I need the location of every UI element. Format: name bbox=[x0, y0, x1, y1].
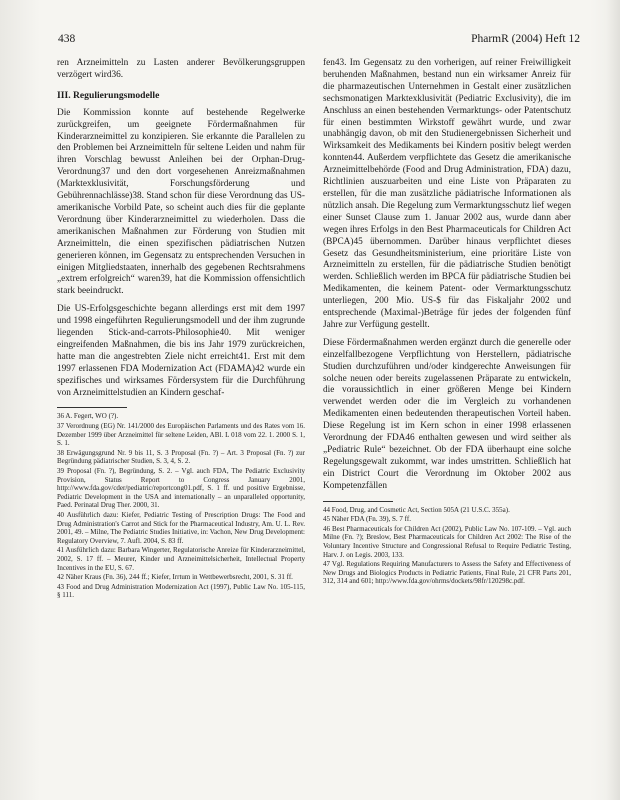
footnote: 37 Verordnung (EG) Nr. 141/2000 des Europäischen Parlaments und des Rates vom 16. Dezember 1999 über Arzneimittel für seltene Leiden, ABl. L 018 vom 22. 1. 2000 S. 1, S. 1. bbox=[57, 422, 305, 448]
footnote: 40 Ausführlich dazu: Kiefer, Pediatric Testing of Prescription Drugs: The Food and Drug Administration's Carrot and Stick for the Pharmaceutical Industry, Am. U. L. Rev. 2001, 49. – Milne, The Pediatric Studies Initiative, in: Vachon, New Drug Development: Regulatory Overview, 7. Aufl. 2004, S. 83 ff. bbox=[57, 511, 305, 545]
paragraph: Die Kommission konnte auf bestehende Regelwerke zurückgreifen, um geeignete Fördermaßnahmen für Kinderarzneimittel zu konzipieren. Sie erkannte die Parallelen zu den Problemen bei Arzneimitteln für seltene Leiden und nahm für ihren Vorschlag bewusst Anleihen bei der Orphan-Drug-Verordnung37 und den dort vorgesehenen Anreizmaßnahmen (Marktexklusivität, Forschungsförderung und Gebührennachlässe)38. Stand schon für diese Verordnung das US-amerikanische Vorbild Pate, so scheint auch dies für die geplante Verordnung über Kinderarzneimittel zu wiederholen. Dass die amerikanischen Maßnahmen zur Förderung von Studien mit Arzneimitteln, die einen spezifischen pädiatrischen Nutzen generieren können, im Gegensatz zu entsprechenden Versuchen in einigen Mitgliedstaaten, innerhalb des gegebenen Rechtsrahmens „extrem erfolgreich“ waren39, hat die Kommission offensichtlich stark beeindruckt. bbox=[57, 107, 305, 297]
right-column bbox=[323, 58, 571, 773]
paragraph: Diese Fördermaßnahmen werden ergänzt durch die generelle oder einzelfallbezogene Verpflichtung von Herstellern, pädiatrische Studien durchzuführen und/oder kindgerechte Anweisungen für solche neuen oder bereits zugelassenen Präparate zu entwickeln, die voraussichtlich in einer größeren Menge bei Kindern verwendet werden oder die im Vergleich zu vorhandenen Medikamenten einen bedeutenden therapeutischen Vorteil haben. Diese Regelung ist im Kern schon in einer 1998 erlassenen Verordnung der FDA46 enthalten gewesen und wird seither als „Pediatric Rule“ bezeichnet. Ob der FDA überhaupt eine solche Regelungsgewalt zukommt, war indes umstritten. Schließlich hat ein District Court die Verordnung im Oktober 2002 aus Kompetenzfällen bbox=[323, 337, 571, 491]
footnotes-left bbox=[57, 412, 305, 599]
paragraph: ren Arzneimitteln zu Lasten anderer Bevölkerungsgruppen verzögert wird36. bbox=[57, 58, 305, 80]
footnote: 43 Food and Drug Administration Modernization Act (1997), Public Law No. 105-115, § 111. bbox=[57, 582, 305, 600]
journal-reference: PharmR (2004) Heft 12 bbox=[471, 33, 580, 45]
footnote-divider bbox=[57, 407, 127, 408]
section-heading: III. Regulierungsmodelle bbox=[57, 89, 160, 101]
paragraph: Die US-Erfolgsgeschichte begann allerdings erst mit dem 1997 und 1998 eingeführten Regulierungsmodell und der ihm zugrunde liegenden Stick-and-carrots-Philosophie40. Mit weniger eingreifenden Maßnahmen, die bis ins Jahr 1979 zurückreichen, hatte man die angestrebten Ziele nicht erreicht41. Erst mit dem 1997 erlassenen FDA Modernization Act (FDAMA)42 wurde ein spezifisches und wirksames Fördersystem für die Durchführung von Arzneimittelstudien an Kindern geschaf- bbox=[57, 304, 305, 398]
footnote: 46 Best Pharmaceuticals for Children Act (2002), Public Law No. 107-109. – Vgl. auch Milne (Fn. ?); Breslow, Best Pharmaceuticals for Children Act 2002: The Rise of the Voluntary Incentive Structure and Congressional Refusal to Require Pediatric Testing, Harv. J. on Legis. 2003, 133. bbox=[323, 524, 571, 559]
footnote: 44 Food, Drug, and Cosmetic Act, Section 505A (21 U.S.C. 355a). bbox=[323, 505, 510, 514]
footnote: 47 Vgl. Regulations Requiring Manufacturers to Assess the Safety and Effectiveness of New Drugs and Biologics Products in Pediatric Patients, Final Rule, 21 CFR Parts 201, 312, 314 and 601; http://www.fda.gov/ohrms/dockets/98fr/120298c.pdf. bbox=[323, 560, 571, 586]
footnote: 38 Erwägungsgrund Nr. 9 bis 11, S. 3 Proposal (Fn. ?) – Art. 3 Proposal (Fn. ?) zur Begründung pädiatrischer Studien, S. 3, 4, S. 2. bbox=[57, 448, 305, 466]
footnote: 45 Näher FDA (Fn. 39), S. 7 ff. bbox=[323, 515, 411, 524]
page-header bbox=[58, 33, 580, 47]
footnote-divider bbox=[323, 501, 393, 502]
page-edge-shadow bbox=[606, 0, 620, 800]
footnote: 42 Näher Kraus (Fn. 36), 244 ff.; Kiefer, Irrtum in Wettbewerbsrecht, 2001, S. 31 ff. bbox=[57, 573, 293, 582]
footnote: 39 Proposal (Fn. ?), Begründung, S. 2. – Vgl. auch FDA, The Pediatric Exclusivity Provision, Status Report to Congress January 2001, http://www.fda.gov/cder/pediatric/reportcong01.pdf, S. 1 ff. und positive Ergebnisse, Pediatric Development in the USA and internationally – an unparalleled opportunity, Paed. Perinatal Drug Ther. 2000, 31. bbox=[57, 467, 305, 510]
footnote: 41 Ausführlich dazu: Barbara Wingerter, Regulatorische Anreize für Kinderarzneimittel, 2002, S. 17 ff. – Meurer, Kinder und Arzneimittelsicherheit, Intellectual Property Incentives in the EU, S. 67. bbox=[57, 546, 305, 572]
footnote: 36 A. Fegert, WO (?). bbox=[57, 412, 119, 421]
left-column bbox=[57, 58, 305, 773]
page-number: 438 bbox=[58, 33, 76, 45]
paragraph: fen43. Im Gegensatz zu den vorherigen, auf reiner Freiwilligkeit beruhenden Maßnahmen, bestand nun ein wirksamer Anreiz für die pharmazeutischen Unternehmen in Gestalt einer zusätzlichen sechsmonatigen Marktexklusivität (Pediatric Exclusivity), die im Anschluss an einen bestehenden Vermarktungs- oder Patentschutz für einen bestimmten Wirkstoff gewährt wurde, und zwar unabhängig davon, ob mit den Studienergebnissen Sicherheit und Wirksamkeit des Medikaments bei Kindern positiv belegt werden konnten44. Außerdem verpflichtete das Gesetz die amerikanische Arzneimittelbehörde (Food and Drug Administration, FDA) dazu, Richtlinien auszuarbeiten und eine Liste von Präparaten zu erstellen, für die man zusätzliche pädiatrische Informationen als nützlich ansah. Die Regelung zum Vermarktungsschutz lief wegen einer Sunset Clause zum 1. Januar 2002 aus, wurde dann aber wegen ihres Erfolgs in den Best Pharmaceuticals for Children Act (BPCA)45 übernommen. Darüber hinaus verpflichtet dieses Gesetz das Gesundheitsministerium, eine prioritäre Liste von Arzneimitteln zu erstellen, für die pädiatrische Studien benötigt werden. Schließlich werden im BPCA für pädiatrische Studien bei Medikamenten, die keinem Patent- oder Vermarktungsschutz unterliegen, 200 Mio. US-$ für das Fiskaljahr 2002 und entsprechende (Maximal-)Beträge für jedes der folgenden fünf Jahre zur Verfügung gestellt. bbox=[323, 58, 571, 330]
footnotes-right bbox=[323, 506, 571, 586]
